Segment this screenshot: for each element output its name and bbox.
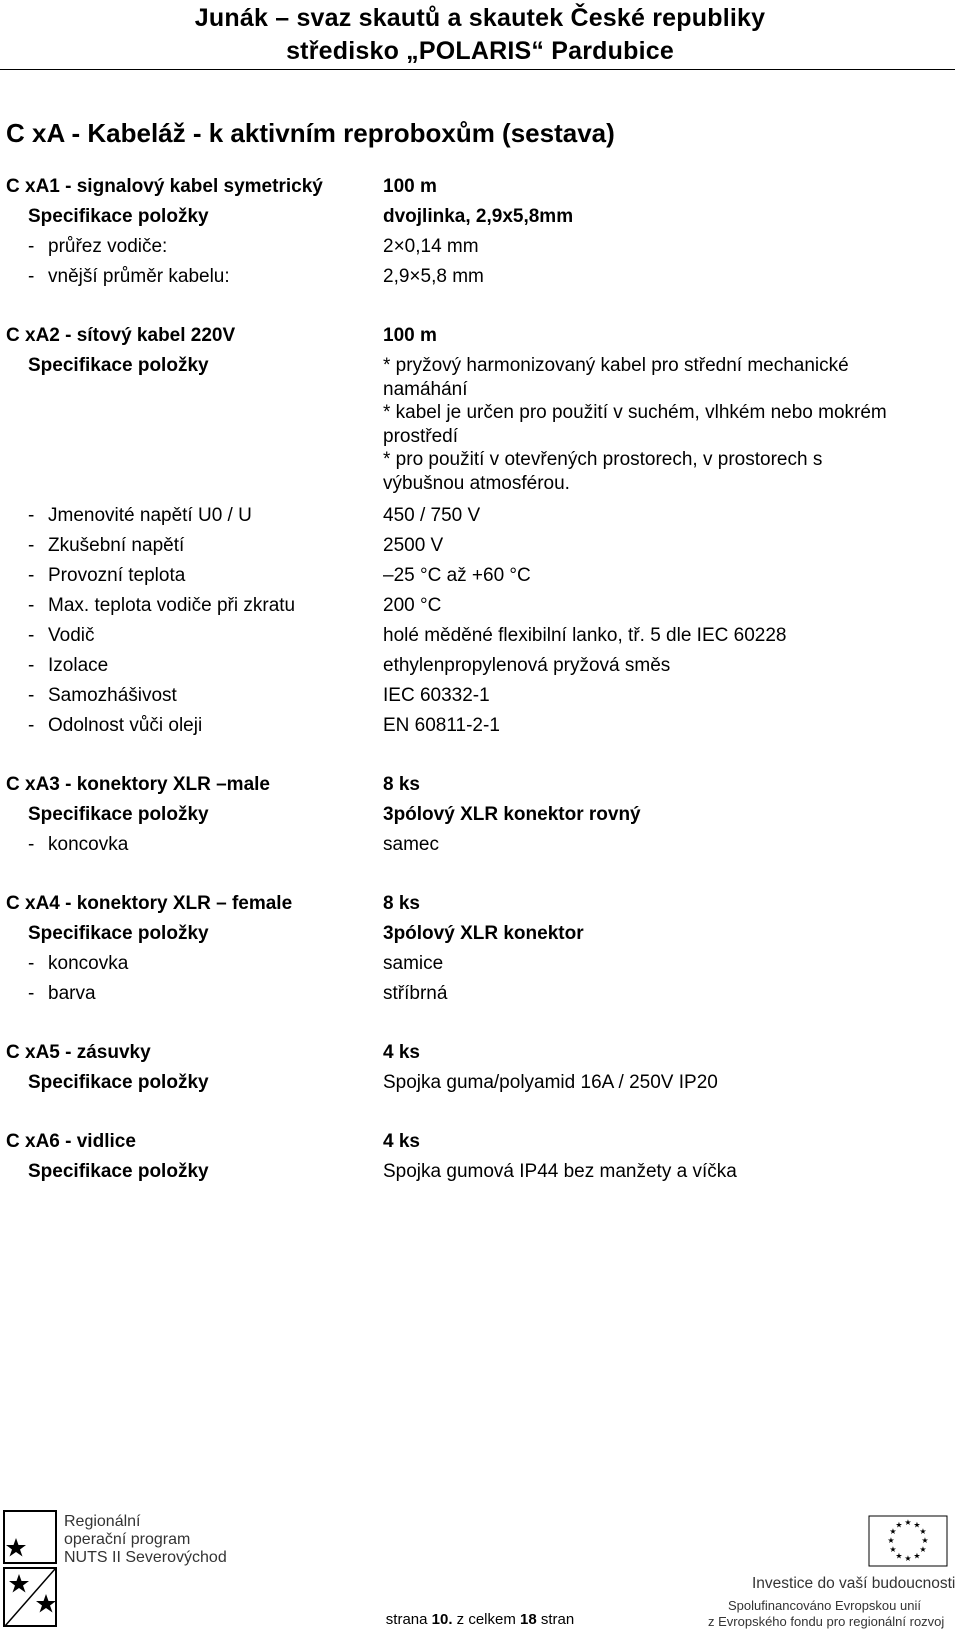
list-dash: - <box>28 983 35 1004</box>
xa2-item-label: Odolnost vůči oleji <box>48 715 203 736</box>
list-dash: - <box>28 535 35 556</box>
xa1-item-row <box>0 236 960 266</box>
xa4-item-label: koncovka <box>48 953 129 974</box>
rop-line: Regionální <box>64 1513 141 1530</box>
xa4-qty: 8 ks <box>383 893 420 914</box>
eu-cofinanced-text: Spolufinancováno Evropskou unií <box>728 1598 921 1613</box>
xa1-name: C xA1 - signalový kabel symetrický <box>6 176 323 197</box>
xa3-item-label: koncovka <box>48 834 129 855</box>
xa6-spec-label: Specifikace položky <box>28 1161 209 1182</box>
list-dash: - <box>28 236 35 257</box>
xa1-spec-row <box>0 206 960 236</box>
xa5-name: C xA5 - zásuvky <box>6 1042 151 1063</box>
xa6-heading-row <box>0 1131 960 1161</box>
svg-text:★: ★ <box>919 1527 927 1536</box>
svg-text:★: ★ <box>913 1551 921 1561</box>
rop-line: operační program <box>64 1531 191 1548</box>
xa5-heading-row <box>0 1042 960 1072</box>
xa4-name: C xA4 - konektory XLR – female <box>6 893 293 914</box>
xa2-spec-label: Specifikace položky <box>28 355 209 376</box>
xa2-item-value: 2500 V <box>383 535 444 556</box>
xa2-item-label: Vodič <box>48 625 95 646</box>
xa1-spec-label: Specifikace položky <box>28 206 209 227</box>
svg-text:★: ★ <box>895 1551 903 1561</box>
xa2-item-row <box>0 715 960 745</box>
svg-text:★: ★ <box>889 1527 897 1536</box>
xa3-spec-label: Specifikace položky <box>28 804 209 825</box>
rop-logo-text <box>64 1513 227 1567</box>
xa2-spec-line: namáhání <box>383 378 468 400</box>
xa2-item-value: IEC 60332-1 <box>383 685 490 706</box>
xa2-spec-line: * pro použití v otevřených prostorech, v prostorech s <box>383 449 823 470</box>
xa3-item-value: samec <box>383 834 439 855</box>
list-dash: - <box>28 715 35 736</box>
eu-fund-text: z Evropského fondu pro regionální rozvoj <box>708 1614 945 1629</box>
list-dash: - <box>28 266 35 287</box>
page-number: strana 10. z celkem 18 stran <box>385 1611 575 1628</box>
rop-line: NUTS II Severovýchod <box>64 1549 227 1566</box>
list-dash: - <box>28 625 35 646</box>
xa1-spec-value: dvojlinka, 2,9x5,8mm <box>383 206 574 227</box>
xa2-spec-line: * pryžový harmonizovaný kabel pro střední mechanické <box>383 355 849 376</box>
xa2-spec-line: * kabel je určen pro použití v suchém, vlhkém nebo mokrém <box>383 402 887 423</box>
xa5-spec-label: Specifikace položky <box>28 1072 209 1093</box>
document-title: C xA - Kabeláž - k aktivním reproboxům (sestava) <box>6 118 615 148</box>
xa2-item-value: ethylenpropylenová pryžová směs <box>383 655 671 676</box>
xa2-item-label: Zkušební napětí <box>48 535 185 556</box>
svg-text:★: ★ <box>889 1545 897 1554</box>
list-dash: - <box>28 953 35 974</box>
xa2-item-row <box>0 655 960 685</box>
xa2-name: C xA2 - sítový kabel 220V <box>6 325 236 346</box>
xa6-qty: 4 ks <box>383 1131 420 1152</box>
svg-text:★: ★ <box>904 1554 912 1563</box>
xa2-item-label: Izolace <box>48 655 109 676</box>
xa4-item-row <box>0 983 960 1013</box>
xa1-item-label: průřez vodiče: <box>48 236 168 257</box>
svg-text:★: ★ <box>895 1520 903 1530</box>
list-dash: - <box>28 565 35 586</box>
xa2-item-value: 200 °C <box>383 595 442 616</box>
svg-text:★: ★ <box>887 1536 895 1545</box>
xa3-qty: 8 ks <box>383 774 420 795</box>
list-dash: - <box>28 834 35 855</box>
xa2-qty: 100 m <box>383 325 437 346</box>
list-dash: - <box>28 595 35 616</box>
list-dash: - <box>28 505 35 526</box>
svg-text:★: ★ <box>919 1545 927 1554</box>
eu-flag-icon <box>868 1515 948 1567</box>
xa1-qty: 100 m <box>383 176 437 197</box>
xa5-qty: 4 ks <box>383 1042 420 1063</box>
svg-text:★: ★ <box>913 1520 921 1530</box>
xa2-item-value: EN 60811-2-1 <box>383 715 500 736</box>
xa2-item-label: Max. teplota vodiče při zkratu <box>48 595 296 616</box>
xa4-item-value: samice <box>383 953 444 974</box>
xa1-item-value: 2,9×5,8 mm <box>383 266 484 287</box>
xa2-item-label: Jmenovité napětí U0 / U <box>48 505 252 526</box>
xa4-item-row <box>0 953 960 983</box>
xa2-item-row <box>0 595 960 625</box>
header-title-line1: Junák – svaz skautů a skautek České republiky <box>194 4 766 32</box>
xa4-spec-row <box>0 923 960 953</box>
xa2-item-row <box>0 685 960 715</box>
xa1-item-value: 2×0,14 mm <box>383 236 479 257</box>
xa2-spec-line: výbušnou atmosférou. <box>383 472 570 494</box>
xa4-spec-label: Specifikace položky <box>28 923 209 944</box>
xa2-item-row <box>0 625 960 655</box>
svg-text:★: ★ <box>921 1536 929 1545</box>
xa5-spec-row <box>0 1072 960 1102</box>
xa3-spec-row <box>0 804 960 834</box>
xa2-heading-row <box>0 325 960 355</box>
xa2-item-value: 450 / 750 V <box>383 505 481 526</box>
xa2-item-value: holé měděné flexibilní lanko, tř. 5 dle IEC 60228 <box>383 625 787 646</box>
xa6-spec-row <box>0 1161 960 1191</box>
xa2-item-value: –25 °C až +60 °C <box>383 565 531 586</box>
xa3-item-row <box>0 834 960 864</box>
svg-text:★: ★ <box>904 1518 912 1527</box>
header-divider <box>0 69 955 70</box>
xa6-name: C xA6 - vidlice <box>6 1131 136 1152</box>
xa2-spec-line: prostředí <box>383 425 458 447</box>
xa3-spec-value: 3pólový XLR konektor rovný <box>383 804 641 825</box>
xa3-name: C xA3 - konektory XLR –male <box>6 774 270 795</box>
xa2-item-row <box>0 565 960 595</box>
list-dash: - <box>28 685 35 706</box>
xa6-spec-value: Spojka gumová IP44 bez manžety a víčka <box>383 1161 737 1182</box>
xa2-item-row <box>0 505 960 535</box>
xa2-item-label: Samozhášivost <box>48 685 177 706</box>
xa4-spec-value: 3pólový XLR konektor <box>383 923 584 944</box>
xa4-item-label: barva <box>48 983 96 1004</box>
xa1-item-label: vnější průměr kabelu: <box>48 266 230 287</box>
list-dash: - <box>28 655 35 676</box>
xa4-item-value: stříbrná <box>383 983 448 1004</box>
xa2-item-label: Provozní teplota <box>48 565 186 586</box>
xa1-heading-row <box>0 176 960 206</box>
xa2-spec-description <box>383 354 953 495</box>
xa2-item-row <box>0 535 960 565</box>
xa3-heading-row <box>0 774 960 804</box>
eu-slogan: Investice do vaší budoucnosti <box>752 1575 956 1592</box>
xa4-heading-row <box>0 893 960 923</box>
xa5-spec-value: Spojka guma/polyamid 16A / 250V IP20 <box>383 1072 718 1093</box>
header-title-line2: středisko „POLARIS“ Pardubice <box>286 37 674 65</box>
xa1-item-row <box>0 266 960 296</box>
